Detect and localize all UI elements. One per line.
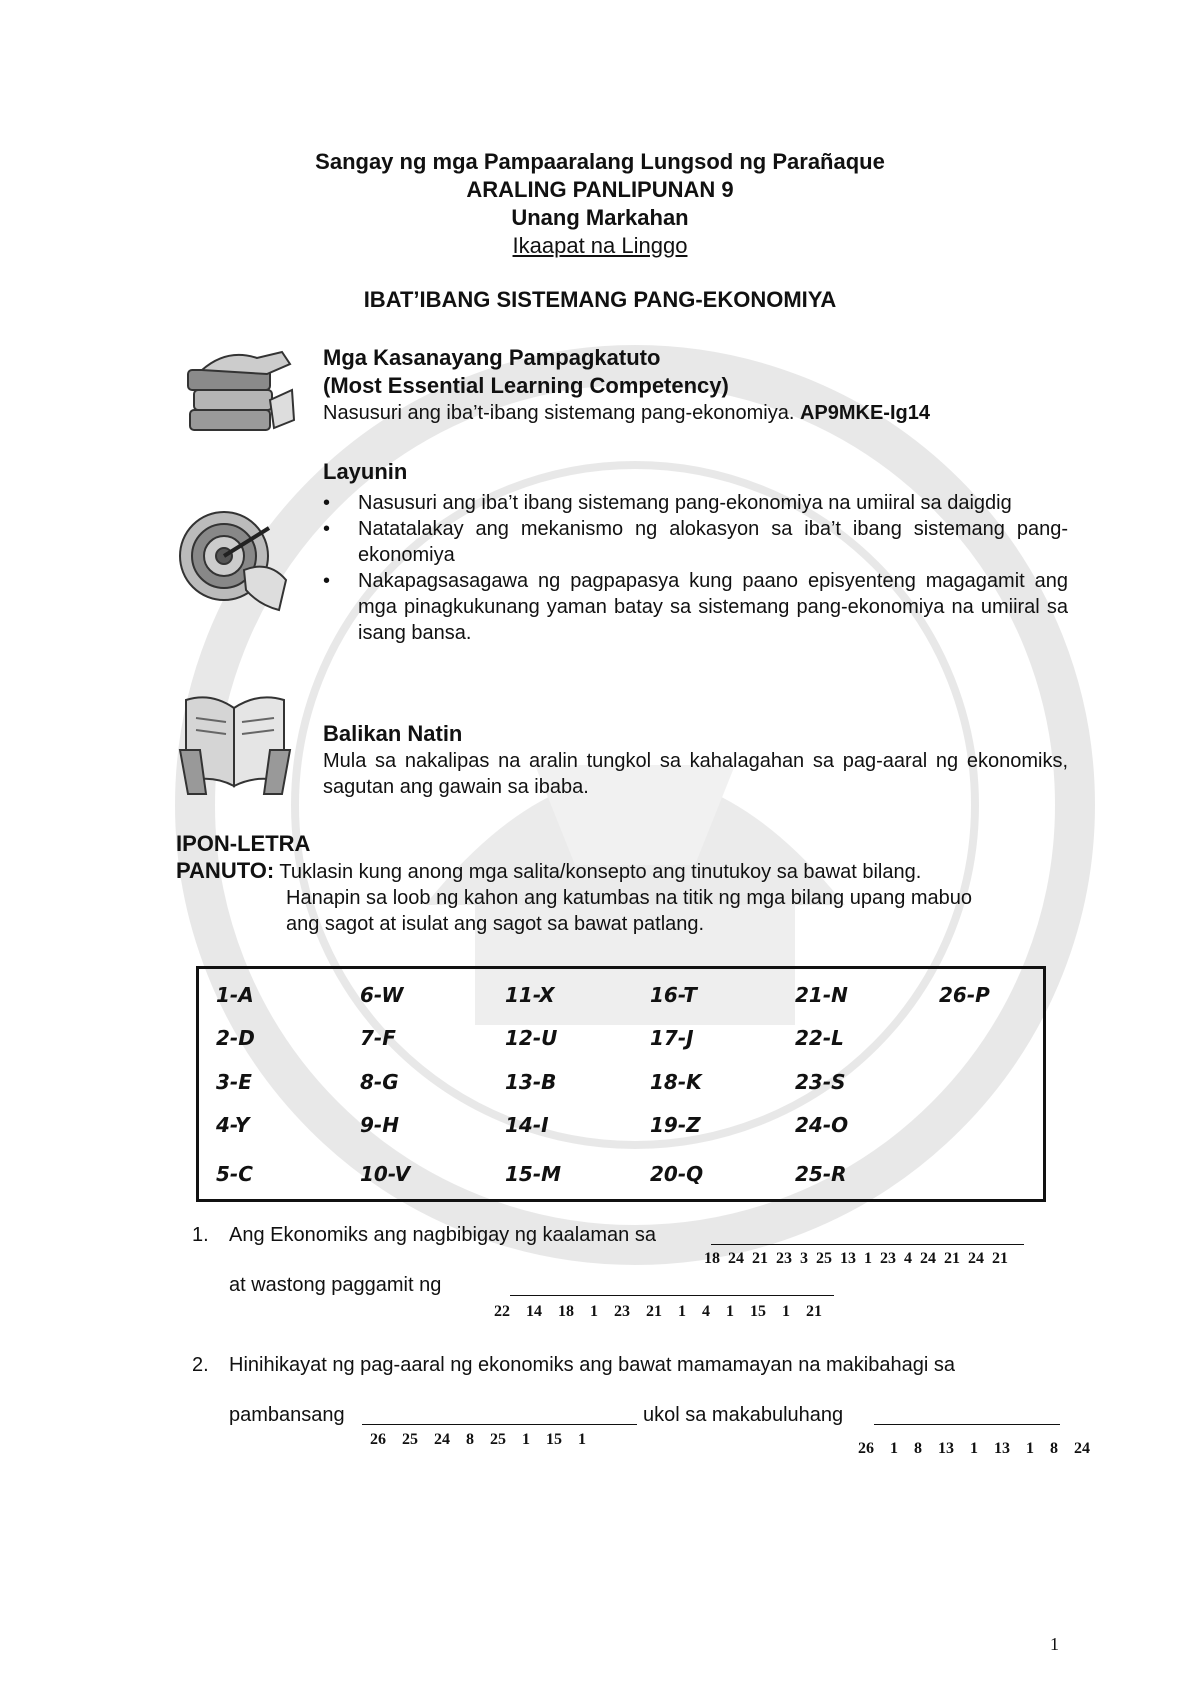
layunin-item: • Nakapagsasagawa ng pagpapasya kung paano episyenteng magagamit ang mga pinagkukunang yaman batay sa sistemang pang-ekonomiya na umiiral sa isang bansa. [358,568,1068,646]
letter-code-box [196,966,1046,1202]
code-26: 26-P [939,983,990,1007]
page-number: 1 [1050,1634,1059,1654]
melc-heading: Mga Kasanayang Pampagkatuto [323,345,661,370]
layunin-item: • Nasusuri ang iba’t ibang sistemang pang-ekonomiya na umiiral sa daigdig [358,490,1068,516]
question-1-text-b: at wastong paggamit ng [229,1274,442,1296]
code-12: 12-U [505,1026,558,1050]
code-18: 18-K [650,1070,702,1094]
answer-blank-2b[interactable] [874,1424,1060,1425]
code-13: 13-B [505,1070,557,1094]
code-23: 23-S [795,1070,846,1094]
open-book-icon [176,690,294,798]
code-24: 24-O [795,1113,849,1137]
question-1-text-a: Ang Ekonomiks ang nagbibigay ng kaalaman sa [229,1224,656,1246]
books-icon [182,340,297,442]
question-2-text-c: ukol sa makabuluhang [643,1404,844,1426]
melc-section [323,344,1068,426]
code-19: 19-Z [650,1113,701,1137]
answer-blank-1a[interactable] [711,1244,1024,1245]
question-2-text-b: pambansang [229,1404,345,1426]
code-14: 14-I [505,1113,549,1137]
quarter-label: Unang Markahan [511,205,689,230]
code-numbers-1b: 22 14 18 1 23 21 1 4 1 15 1 21 [494,1303,822,1320]
melc-competency: Nasusuri ang iba’t-ibang sistemang pang-ekonomiya. [323,402,795,424]
panuto-line-1: Tuklasin kung anong mga salita/konsepto ang tinutukoy sa bawat bilang. [274,861,922,883]
code-1: 1-A [216,983,254,1007]
code-6: 6-W [360,983,404,1007]
code-10: 10-V [360,1162,411,1186]
melc-heading-english: (Most Essential Learning Competency) [323,373,729,398]
layunin-section [323,458,1068,646]
melc-code: AP9MKE-Ig14 [799,402,930,424]
activity-title: IPON-LETRA [176,831,311,856]
code-9: 9-H [360,1113,399,1137]
code-4: 4-Y [216,1113,250,1137]
code-numbers-1a: 18 24 21 23 3 25 13 1 23 4 24 21 24 21 [704,1250,1008,1267]
panuto [176,858,1076,937]
question-2-text-a: Hinihikayat ng pag-aaral ng ekonomiks ang bawat mamamayan na makibahagi sa [229,1354,955,1376]
question-2-number: 2. [192,1354,209,1376]
code-15: 15-M [505,1162,562,1186]
code-11: 11-X [505,983,555,1007]
panuto-label: PANUTO: [176,858,275,883]
layunin-heading: Layunin [323,459,408,484]
balikan-heading: Balikan Natin [323,721,463,746]
code-numbers-2b: 26 1 8 13 1 13 1 8 24 [858,1440,1090,1457]
layunin-list [323,490,1068,646]
code-7: 7-F [360,1026,396,1050]
code-25: 25-R [795,1162,847,1186]
answer-blank-1b[interactable] [510,1295,834,1296]
code-numbers-2a: 26 25 24 8 25 1 15 1 [370,1431,586,1448]
subject-name: ARALING PANLIPUNAN 9 [466,177,734,202]
code-22: 22-L [795,1026,844,1050]
code-20: 20-Q [650,1162,704,1186]
code-3: 3-E [216,1070,252,1094]
week-label: Ikaapat na Linggo [512,233,688,258]
melc-text [323,400,1068,426]
document-header [0,148,1200,260]
code-17: 17-J [650,1026,694,1050]
lesson-title: IBAT’IBANG SISTEMANG PANG-EKONOMIYA [363,287,837,312]
panuto-line-2: Hanapin sa loob ng kahon ang katumbas na titik ng mga bilang upang mabuo [286,887,973,909]
division-name: Sangay ng mga Pampaaralang Lungsod ng Parañaque [315,149,885,174]
code-2: 2-D [216,1026,255,1050]
question-1-number: 1. [192,1224,209,1246]
layunin-item: • Natatalakay ang mekanismo ng alokasyon sa iba’t ibang sistemang pang-ekonomiya [358,516,1068,568]
panuto-line-3: ang sagot at isulat ang sagot sa bawat patlang. [286,913,705,935]
answer-blank-2a[interactable] [362,1424,637,1425]
code-21: 21-N [795,983,848,1007]
target-icon [174,500,292,622]
balikan-text: Mula sa nakalipas na aralin tungkol sa kahalagahan sa pag-aaral ng ekonomiks, sagutan ang gawain sa ibaba. [323,750,1068,798]
code-8: 8-G [360,1070,399,1094]
balikan-section [323,720,1068,800]
code-5: 5-C [216,1162,253,1186]
code-16: 16-T [650,983,697,1007]
